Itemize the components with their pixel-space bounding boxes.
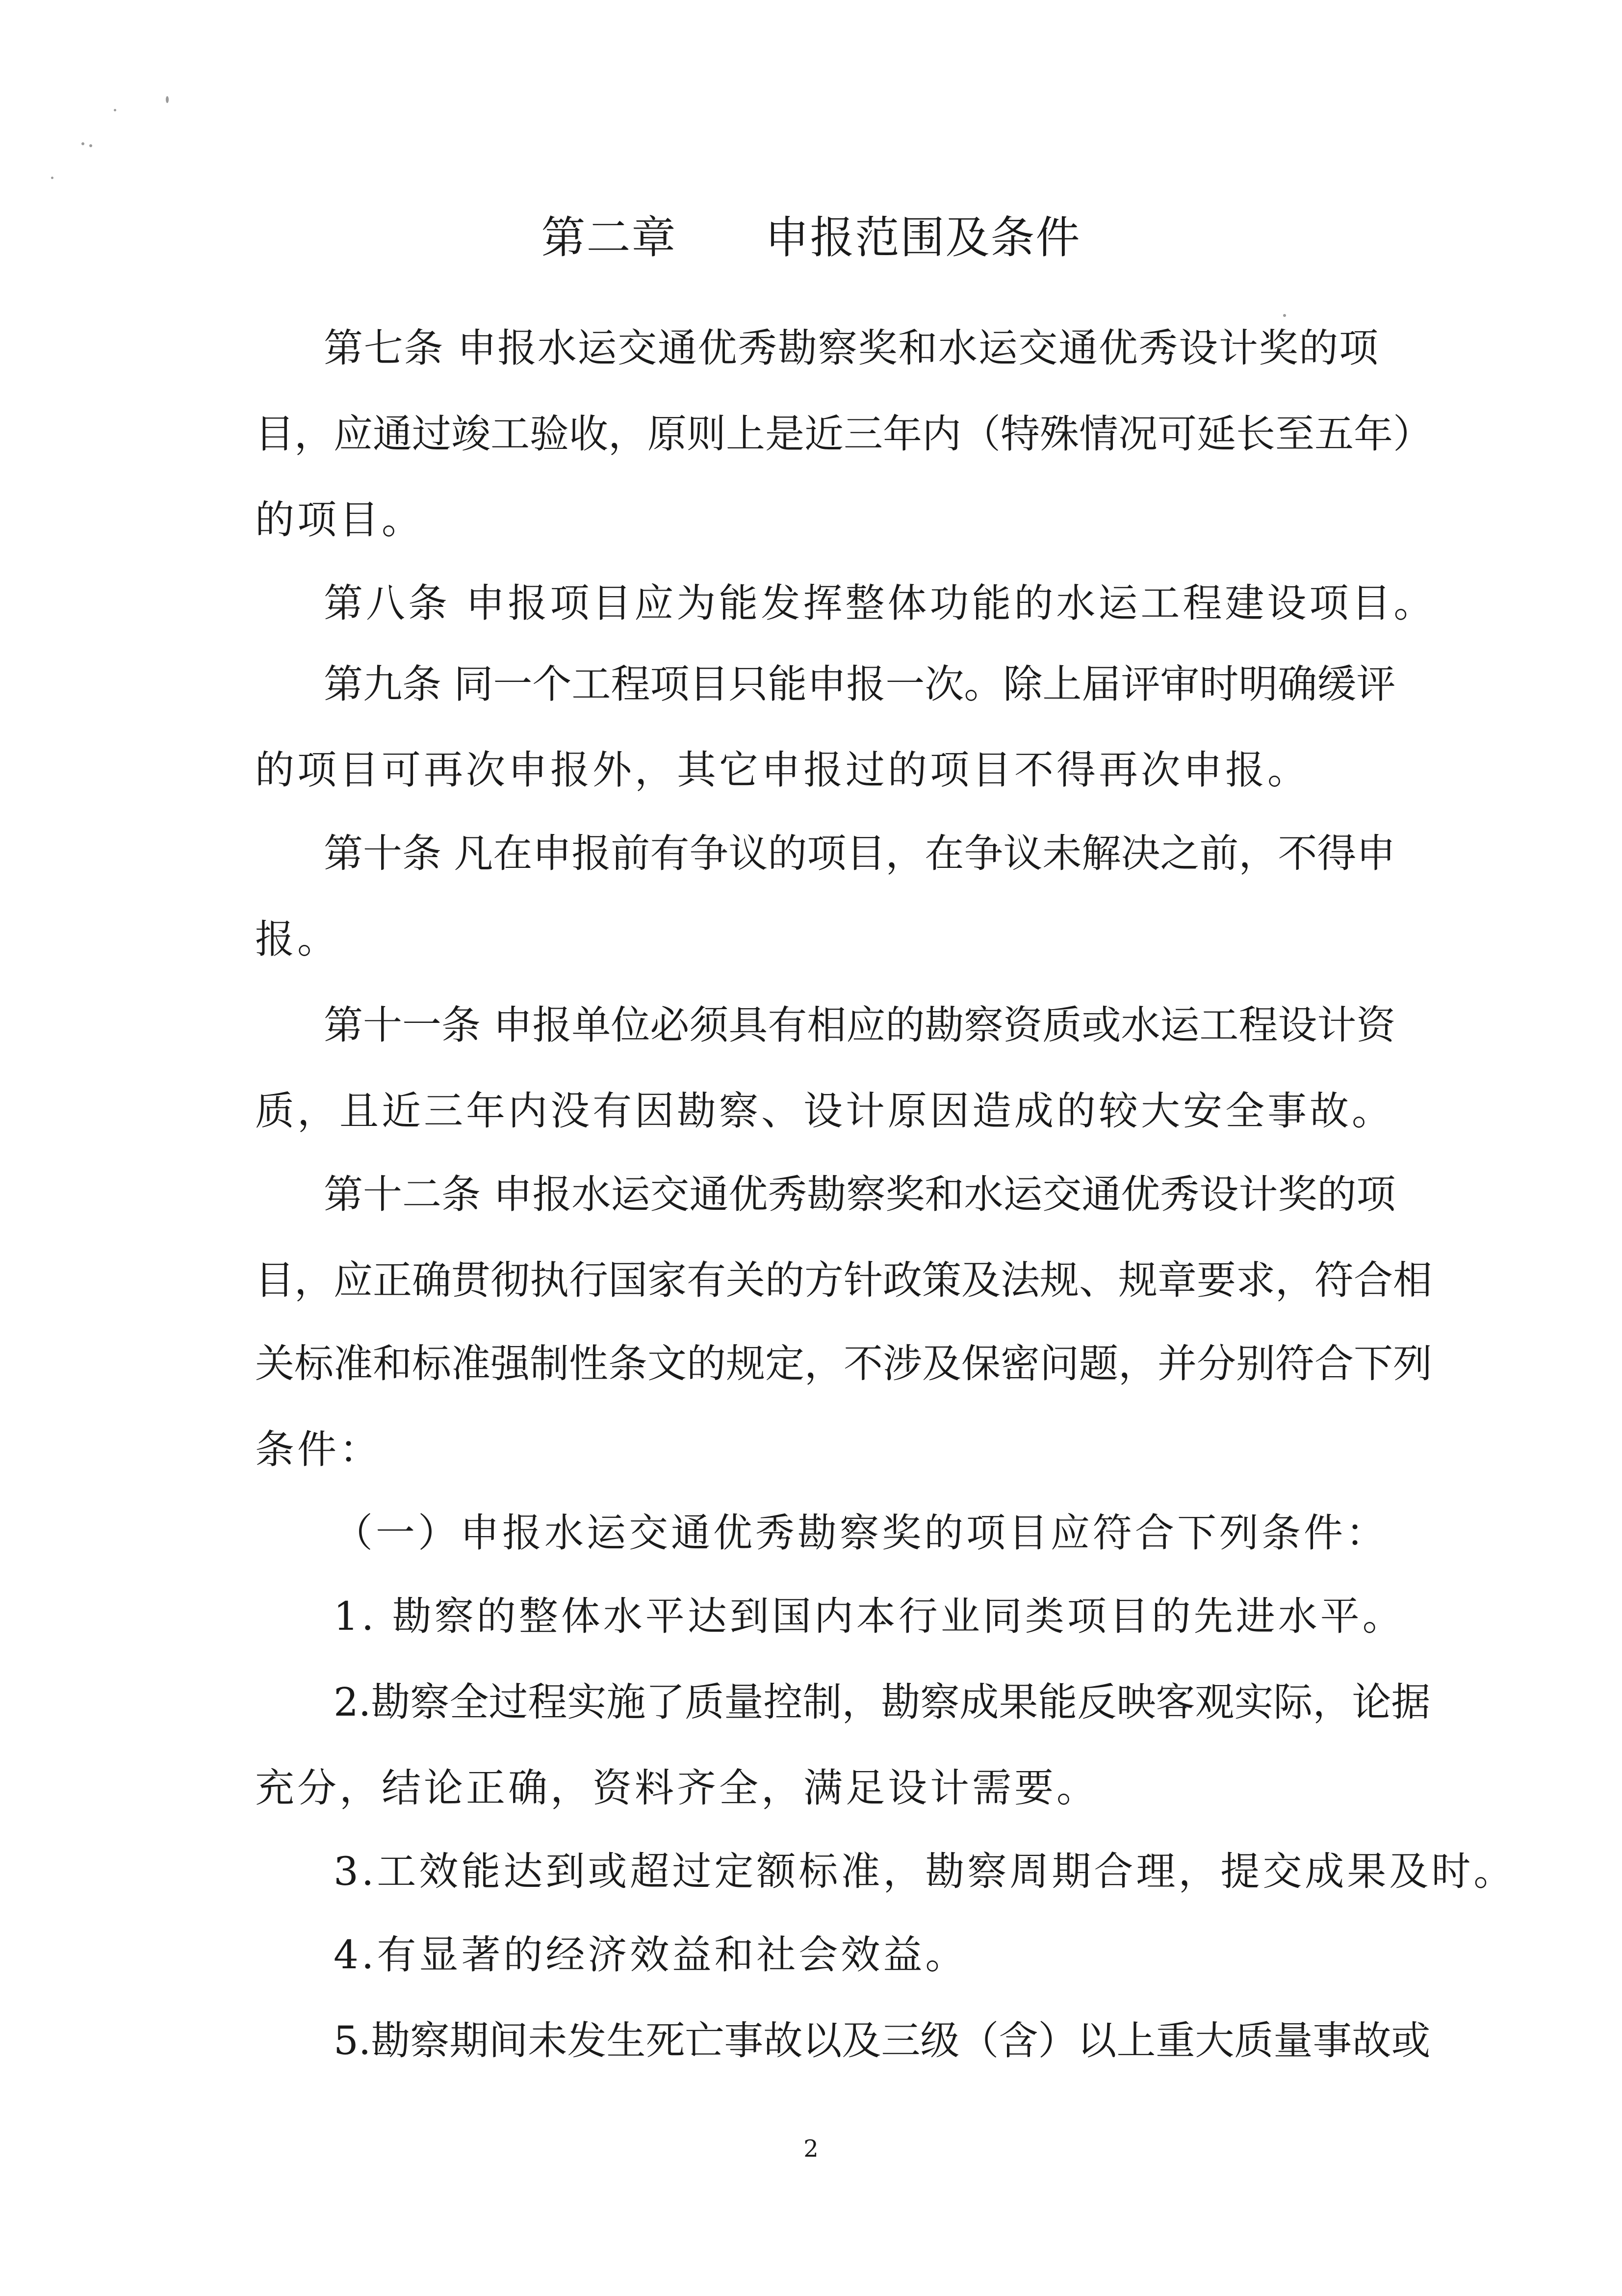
- paragraph-line: 第十条 凡在申报前有争议的项目，在争议未解决之前，不得申: [324, 831, 1396, 876]
- paragraph-line: 4.有显著的经济效益和社会效益。: [334, 1932, 968, 1978]
- page-number: 2: [803, 2135, 819, 2163]
- paragraph-line: 的项目。: [255, 497, 424, 543]
- chapter-title: 申报范围及条件: [765, 212, 1081, 263]
- scan-speck: [81, 142, 84, 145]
- paragraph-line: 第九条 同一个工程项目只能申报一次。除上届评审时明确缓评: [324, 661, 1396, 707]
- chapter-heading: [0, 209, 1622, 267]
- paragraph-line: 2.勘察全过程实施了质量控制，勘察成果能反映客观实际，论据: [334, 1679, 1431, 1725]
- paragraph-line: 关标准和标准强制性条文的规定，不涉及保密问题，并分别符合下列: [255, 1341, 1432, 1386]
- paragraph-line: 条件：: [255, 1427, 382, 1472]
- chapter-number: 第二章: [541, 212, 677, 263]
- scan-speck: [1283, 314, 1286, 317]
- paragraph-line: 第八条 申报项目应为能发挥整体功能的水运工程建设项目。: [324, 580, 1436, 626]
- paragraph-line: 质，且近三年内没有因勘察、设计原因造成的较大安全事故。: [255, 1088, 1394, 1134]
- scan-speck: [89, 144, 92, 147]
- paragraph-line: 充分，结论正确，资料齐全，满足设计需要。: [255, 1765, 1099, 1811]
- paragraph-line: 报。: [255, 916, 339, 962]
- paragraph-line: 5.勘察期间未发生死亡事故以及三级（含）以上重大质量事故或: [334, 2018, 1431, 2063]
- paragraph-line: （一）申报水运交通优秀勘察奖的项目应符合下列条件：: [334, 1510, 1388, 1556]
- paragraph-line: 的项目可再次申报外，其它申报过的项目不得再次申报。: [255, 747, 1310, 793]
- paragraph-line: 3.工效能达到或超过定额标准，勘察周期合理，提交成果及时。: [334, 1849, 1516, 1894]
- scan-speck: [166, 96, 169, 103]
- scan-speck: [114, 109, 116, 111]
- scan-speck: [51, 177, 53, 179]
- paragraph-line: 第十二条 申报水运交通优秀勘察奖和水运交通优秀设计奖的项: [324, 1172, 1396, 1217]
- paragraph-line: 第十一条 申报单位必须具有相应的勘察资质或水运工程设计资: [324, 1002, 1396, 1048]
- paragraph-line: 第七条 申报水运交通优秀勘察奖和水运交通优秀设计奖的项: [324, 325, 1378, 371]
- paragraph-line: 目，应通过竣工验收，原则上是近三年内（特殊情况可延长至五年）: [255, 411, 1432, 457]
- paragraph-line: 目，应正确贯彻执行国家有关的方针政策及法规、规章要求，符合相: [255, 1257, 1432, 1303]
- paragraph-line: 1. 勘察的整体水平达到国内本行业同类项目的先进水平。: [334, 1593, 1405, 1639]
